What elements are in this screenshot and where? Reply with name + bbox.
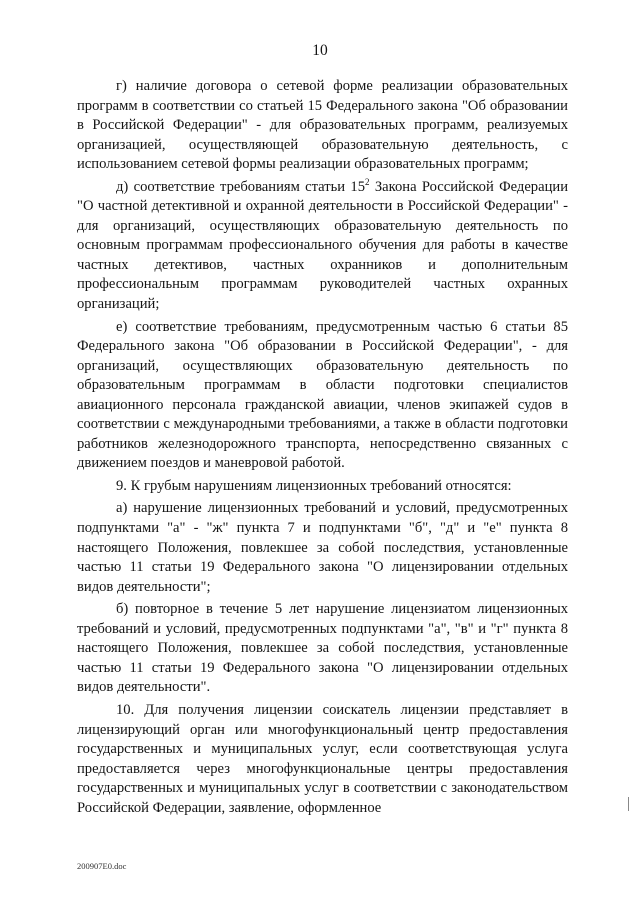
paragraph-subitem-d — [77, 178, 568, 315]
article-superscript: 2 — [365, 176, 370, 187]
paragraph-item-9: 9. К грубым нарушениям лицензионных требований относятся: — [116, 477, 512, 494]
paragraph-subitem-d-text-start: д) соответствие требованиям статьи 15 — [116, 178, 366, 195]
paragraph-subitem-e: е) соответствие требованиям, предусмотренным частью 6 статьи 85 Федерального закона "Об образовании в Российской Федерации", - для организаций, осуществляющих образовательную деятельность по образовательным программам в области подготовки специалистов авиационного персонала гражданской авиации, членов экипажей судов в соответствии с международными требованиями, а также в области подготовки работников железнодорожного транспорта, непосредственно связанных с движением поездов и маневровой работой. — [77, 318, 568, 472]
margin-mark — [628, 797, 629, 811]
footer-filename: 200907E0.doc — [77, 861, 127, 871]
paragraph-item-9-a: а) нарушение лицензионных требований и условий, предусмотренных подпунктами "а" - "ж" пункта 7 и подпунктами "б", "д" и "е" пункта 8 настоящего Положения, повлекшее за собой последствия, установленные частью 11 статьи 19 Федерального закона "О лицензировании отдельных видов деятельности"; — [77, 500, 568, 595]
paragraph-subitem-d-text-end: Закона Российской Федерации "О частной детективной и охранной деятельности в Российской Федерации" - для организаций, осуществляющих образовательную деятельность по основным программам профессионального обучения для работы в качестве частных детективов, частных охранников и дополнительным профессиональным программам руководителей частных охранных организаций; — [77, 178, 569, 313]
paragraph-item-10: 10. Для получения лицензии соискатель лицензии представляет в лицензирующий орган или многофункциональный центр предоставления государственных и муниципальных услуг, если соответствующая услуга предоставляется через многофункциональные центры предоставления государственных и муниципальных услуг в соответствии с законодательством Российской Федерации, заявление, оформленное — [77, 701, 568, 816]
paragraph-subitem-g: г) наличие договора о сетевой форме реализации образовательных программ в соответствии со статьей 15 Федерального закона "Об образовании в Российской Федерации" - для образовательных программ, реализуемых организацией, осуществляющей образовательную деятельность, с использованием сетевой формы реализации образовательных программ; — [77, 78, 568, 173]
page-number: 10 — [312, 42, 328, 59]
paragraph-item-9-b: б) повторное в течение 5 лет нарушение лицензиатом лицензионных требований и условий, предусмотренных подпунктами "а", "в" и "г" пункта 8 настоящего Положения, повлекшее за собой последствия, установленные частью 11 статьи 19 Федерального закона "О лицензировании отдельных видов деятельности". — [77, 601, 568, 696]
document-body — [77, 77, 568, 818]
